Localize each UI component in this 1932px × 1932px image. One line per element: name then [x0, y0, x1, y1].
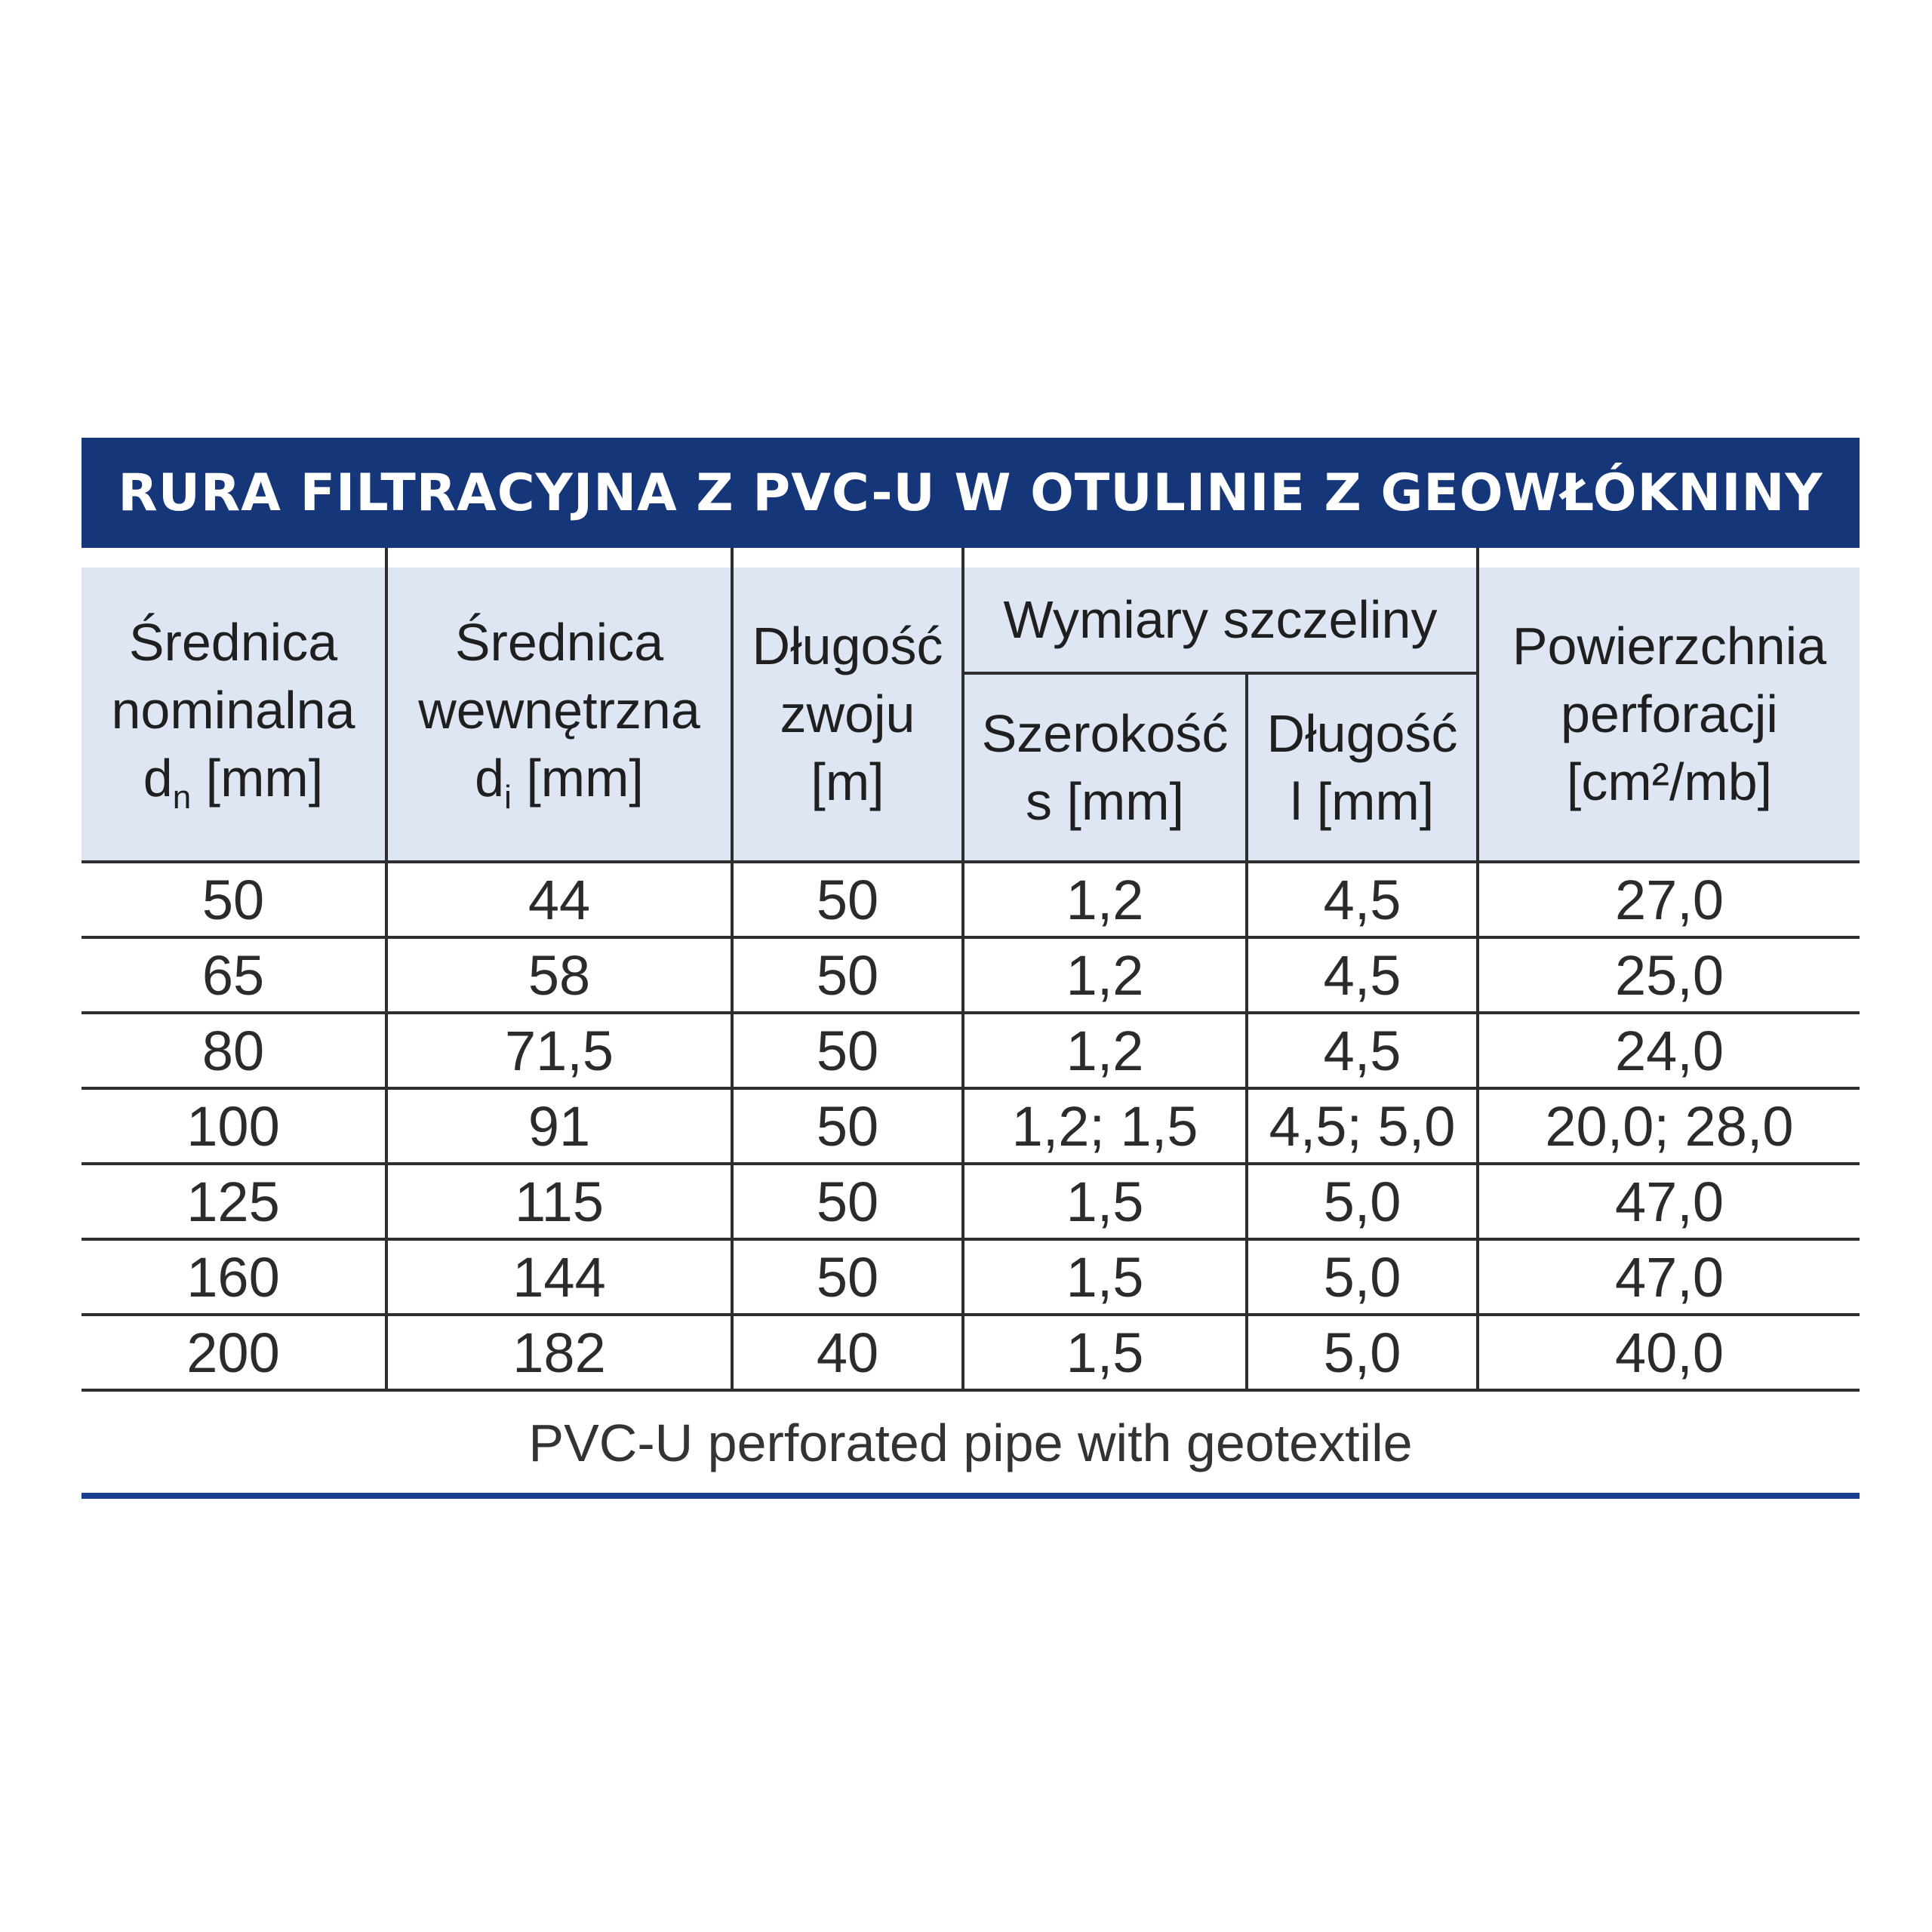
table-cell: 1,5 — [1066, 1245, 1144, 1309]
header-text: [m] — [811, 752, 884, 811]
unit: [mm] — [511, 749, 644, 808]
table-cell: 40 — [816, 1321, 879, 1384]
header-text: Powierzchnia — [1512, 617, 1827, 675]
unit: [mm] — [191, 749, 324, 808]
header-unit — [143, 744, 323, 820]
header-nominal-diameter — [82, 568, 385, 860]
table-cell: 58 — [528, 943, 591, 1007]
header-text: Wymiary szczeliny — [1003, 590, 1438, 649]
table-title: RURA FILTRACYJNA Z PVC-U W OTULINIE Z GEOWŁÓKNINY — [118, 463, 1823, 523]
header-text: [cm²/mb] — [1566, 752, 1773, 811]
table-cell: 44 — [528, 868, 591, 931]
header-coil-length — [734, 568, 961, 860]
table-cell: 1,2; 1,5 — [1011, 1094, 1198, 1158]
table-cell: 160 — [186, 1245, 280, 1309]
table-cell: 47,0 — [1614, 1245, 1724, 1309]
table-cell: 115 — [515, 1170, 604, 1233]
table-cell: 80 — [202, 1019, 265, 1082]
header-text: Długość — [1266, 704, 1458, 763]
header-text: s [mm] — [1026, 772, 1184, 831]
header-slot-width — [964, 675, 1245, 860]
table-bottom-rule — [82, 1389, 1860, 1392]
table-cell: 100 — [186, 1094, 280, 1158]
header-slot-group — [964, 568, 1476, 672]
table-cell: 5,0 — [1323, 1170, 1401, 1233]
header-text: Średnica — [454, 613, 664, 672]
header-unit — [475, 744, 644, 820]
symbol: d — [475, 749, 505, 808]
table-cell: 20,0; 28,0 — [1545, 1094, 1794, 1158]
header-perforation-area — [1479, 568, 1860, 860]
table-cell: 50 — [816, 1019, 879, 1082]
table-cell: 40,0 — [1614, 1321, 1724, 1384]
table-cell: 91 — [528, 1094, 591, 1158]
header-text: Średnica — [128, 613, 338, 672]
table-cell: 50 — [816, 943, 879, 1007]
table-cell: 1,2 — [1066, 868, 1144, 931]
header-text: perforacji — [1561, 685, 1778, 743]
bottom-accent-rule — [82, 1493, 1860, 1499]
header-text: nominalna — [111, 681, 355, 740]
subscript: i — [504, 779, 512, 816]
table-cell: 182 — [512, 1321, 606, 1384]
table-cell: 1,5 — [1066, 1321, 1144, 1384]
table-cell: 65 — [202, 943, 265, 1007]
table-cell: 5,0 — [1323, 1245, 1401, 1309]
table-cell: 71,5 — [504, 1019, 614, 1082]
table-cell: 200 — [186, 1321, 280, 1384]
header-text: zwoju — [780, 685, 915, 743]
symbol: d — [143, 749, 173, 808]
table-cell: 125 — [186, 1170, 280, 1233]
table-cell: 4,5 — [1323, 1019, 1401, 1082]
table-cell: 1,2 — [1066, 1019, 1144, 1082]
header-inner-diameter — [388, 568, 731, 860]
table-cell: 1,5 — [1066, 1170, 1144, 1233]
table-cell: 1,2 — [1066, 943, 1144, 1007]
header-text: l [mm] — [1290, 772, 1435, 831]
table-cell: 50 — [816, 1245, 879, 1309]
header-text: Szerokość — [981, 704, 1229, 763]
table-title-bar — [82, 438, 1860, 548]
table-cell: 5,0 — [1323, 1321, 1401, 1384]
table-cell: 27,0 — [1614, 868, 1724, 931]
table-cell: 50 — [816, 868, 879, 931]
header-text: wewnętrzna — [418, 681, 700, 740]
table-cell: 47,0 — [1614, 1170, 1724, 1233]
table-cell: 50 — [202, 868, 265, 931]
table-cell: 4,5 — [1323, 943, 1401, 1007]
table-cell: 24,0 — [1614, 1019, 1724, 1082]
table-cell: 25,0 — [1614, 943, 1724, 1007]
table-cell: 50 — [816, 1170, 879, 1233]
table-cell: 50 — [816, 1094, 879, 1158]
table-cell: 4,5; 5,0 — [1269, 1094, 1456, 1158]
table-caption: PVC-U perforated pipe with geotextile — [528, 1414, 1413, 1472]
table-cell: 144 — [512, 1245, 606, 1309]
header-slot-length — [1248, 675, 1476, 860]
header-text: Długość — [752, 617, 943, 675]
subscript: n — [172, 779, 192, 816]
table-cell: 4,5 — [1323, 868, 1401, 931]
